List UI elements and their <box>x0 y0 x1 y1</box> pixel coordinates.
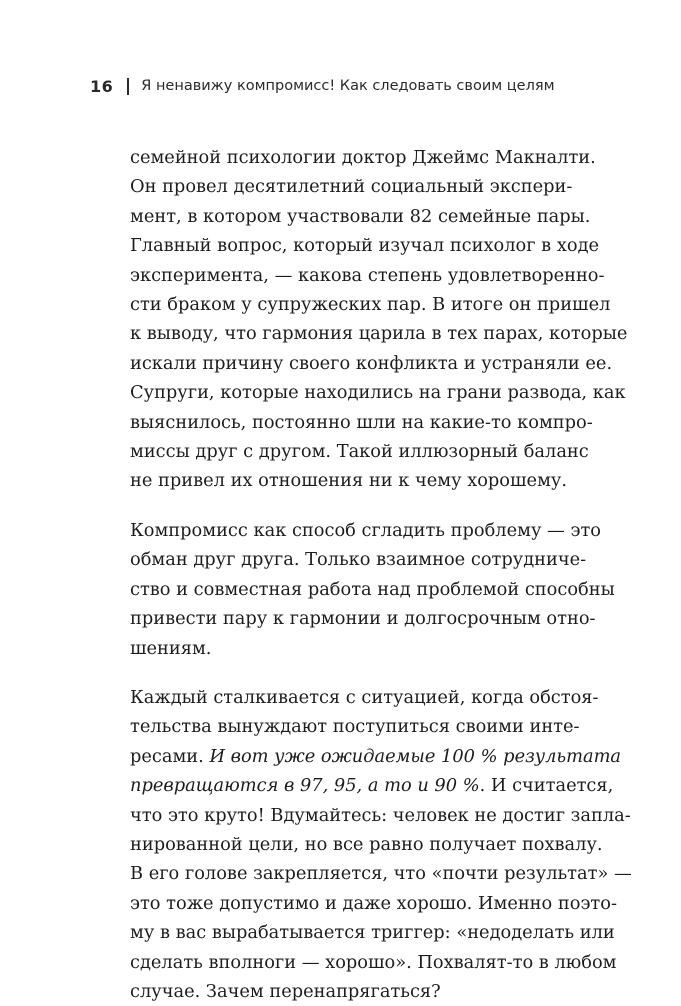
emphasis-text: И вот уже ожидаемые 100 % результата <box>209 745 622 767</box>
text-line: Главный вопрос, который изучал психолог в ходе <box>130 235 600 257</box>
plain-text: ресами. <box>130 745 210 767</box>
text-line: случае. Зачем перенапрягаться? <box>130 980 441 1002</box>
text-line: шениям. <box>130 637 212 659</box>
text-line: искали причину своего конфликта и устраняли ее. <box>130 352 613 374</box>
paragraph-2 <box>130 516 615 663</box>
text-line: обман друг друга. Только взаимное сотрудниче- <box>130 549 587 571</box>
text-line: привести пару к гармонии и долгосрочным отно- <box>130 608 596 630</box>
running-header <box>90 74 610 98</box>
text-line-mixed <box>130 771 614 800</box>
text-line: тельства вынуждают поступиться своими инте- <box>130 716 580 738</box>
text-line: миссы друг с другом. Такой иллюзорный баланс <box>130 441 589 463</box>
text-line-mixed <box>130 742 622 771</box>
text-line: семейной психологии доктор Джеймс Макналти. <box>130 147 596 168</box>
text-line: это тоже допустимо и даже хорошо. Именно поэто- <box>130 892 617 914</box>
text-line: выяснилось, постоянно шли на какие-то компро- <box>130 411 593 433</box>
text-line: В его голове закрепляется, что «почти результат» — <box>130 863 632 885</box>
text-line: Каждый сталкивается с ситуацией, когда обстоя- <box>130 686 599 708</box>
paragraph-3 <box>130 683 632 1006</box>
text-line: к выводу, что гармония царила в тех парах, которые <box>130 323 628 345</box>
text-line: эксперимента, — какова степень удовлетворенно- <box>130 264 605 286</box>
plain-text: . И считается, <box>479 775 614 797</box>
header-separator <box>127 78 129 95</box>
text-line: сти браком у супружеских пар. В итоге он пришел <box>130 294 611 316</box>
page-number: 16 <box>90 76 114 96</box>
paragraph-1 <box>130 143 628 496</box>
text-line: сделать вполноги — хорошо». Похвалят-то в любом <box>130 951 617 973</box>
text-line: не привел их отношения ни к чему хорошему. <box>130 470 568 492</box>
text-line: му в вас вырабатывается триггер: «недоделать или <box>130 922 615 944</box>
text-line: мент, в котором участвовали 82 семейные пары. <box>130 205 591 227</box>
text-line: ство и совместная работа над проблемой способны <box>130 578 615 600</box>
text-line: Он провел десятилетний социальный экспери- <box>130 176 573 198</box>
text-line: Супруги, которые находились на грани развода, как <box>130 382 626 404</box>
text-line: что это круто! Вдумайтесь: человек не достиг запла- <box>130 804 631 826</box>
body-text <box>130 143 632 1006</box>
text-line: Компромисс как способ сгладить проблему — это <box>130 519 601 541</box>
running-title: Я ненавижу компромисс! Как следовать своим целям <box>141 78 555 94</box>
emphasis-text: превращаются в 97, 95, а то и 90 % <box>130 775 480 797</box>
text-line: нированной цели, но все равно получает похвалу. <box>130 833 603 855</box>
